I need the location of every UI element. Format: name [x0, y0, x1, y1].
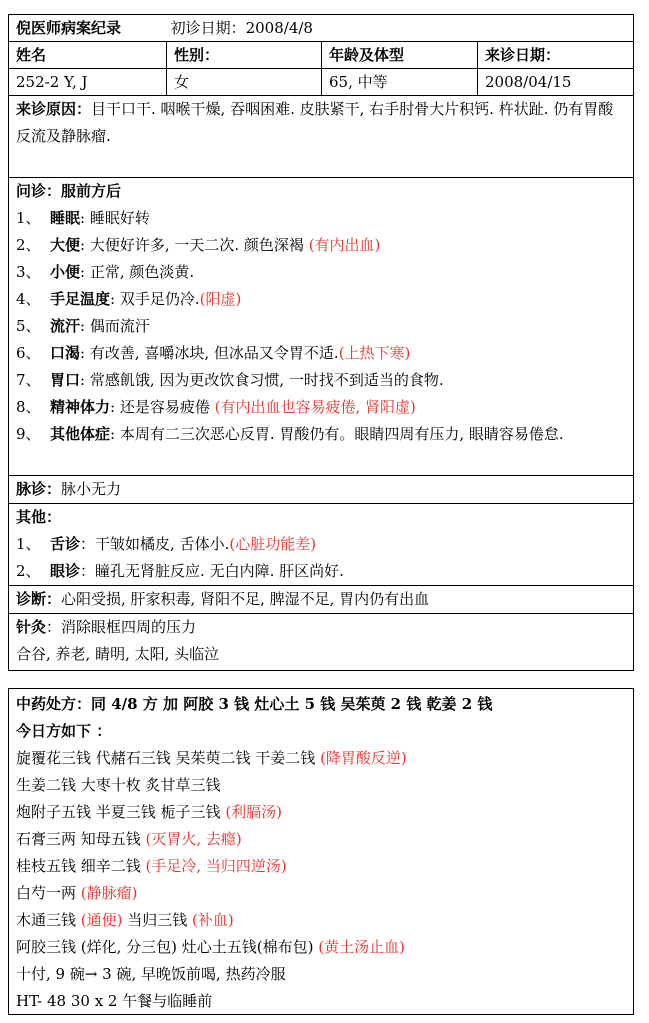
inquiry-item: 7、 胃口: 常感飢饿, 因为更改饮食习惯, 一时找不到适当的食物. — [16, 371, 444, 389]
inquiry-item: 9、 其他体症: 本周有二三次恶心反胃. 胃酸仍有。眼睛四周有压力, 眼睛容易倦怠. — [16, 425, 564, 443]
inquiry-item: 6、 口渴: 有改善, 喜嚼冰块, 但冰品又令胃不适.(上热下寒) — [16, 344, 411, 362]
prescription-line: HT- 48 30 x 2 午餐与临睡前 — [16, 992, 213, 1010]
record-box — [8, 14, 634, 671]
inquiry-title: 问诊：服前方后 — [16, 182, 122, 200]
reason-label: 来诊原因： — [16, 100, 92, 118]
info-value-row — [9, 69, 633, 96]
first-visit-label: 初诊日期： — [170, 19, 246, 37]
prescription-line: 桂枝五钱 细辛二钱 (手足冷, 当归四逆汤) — [16, 857, 287, 875]
diagnosis-row — [9, 586, 633, 614]
pulse-row — [9, 476, 633, 504]
sex-value: 女 — [167, 69, 322, 95]
acupuncture-points: 合谷, 养老, 睛明, 太阳, 头临泣 — [16, 645, 220, 663]
acupuncture-section: 针灸：消除眼框四周的压力 合谷, 养老, 睛明, 太阳, 头临泣 — [9, 614, 633, 670]
diagnosis-label: 诊断： — [16, 590, 62, 608]
other-item: 1、 舌诊：干皱如橘皮, 舌体小.(心脏功能差) — [16, 535, 317, 553]
other-item: 2、 眼诊：瞳孔无肾脏反应. 无白内障. 肝区尚好. — [16, 562, 344, 580]
age-label: 年龄及体型 — [322, 42, 478, 68]
first-visit-date: 2008/4/8 — [245, 19, 313, 37]
inquiry-item: 8、 精神体力: 还是容易疲倦 (有内出血也容易疲倦, 肾阳虚) — [16, 398, 416, 416]
header-row — [9, 15, 633, 42]
visit-date-label: 来诊日期： — [485, 46, 561, 64]
inquiry-item: 3、 小便: 正常, 颜色淡黄. — [16, 263, 195, 281]
inquiry-section — [9, 178, 633, 476]
inquiry-item: 1、 睡眠: 睡眠好转 — [16, 209, 150, 227]
name-label: 姓名 — [9, 42, 167, 68]
prescription-line: 生姜二钱 大枣十枚 炙甘草三钱 — [16, 776, 221, 794]
acupuncture-label: 针灸 — [16, 618, 47, 636]
prescription-title: 中药处方：同 4/8 方 加 阿胶 3 钱 灶心土 5 钱 吴茱萸 2 钱 乾姜 2 钱 — [16, 695, 493, 713]
visit-date-value: 2008/04/15 — [485, 73, 572, 91]
other-title: 其他： — [16, 508, 62, 526]
inquiry-item: 2、 大便: 大便好许多, 一天二次. 颜色深褐 (有内出血) — [16, 236, 381, 254]
prescription-line: 十付, 9 碗→ 3 碗, 早晚饭前喝, 热药冷服 — [16, 965, 286, 983]
pulse-label: 脉诊： — [16, 480, 62, 498]
prescription-line: 旋覆花三钱 代赭石三钱 吴茱萸二钱 干姜二钱 (降胃酸反逆) — [16, 749, 407, 767]
diagnosis-text: 心阳受损, 肝家积毒, 肾阳不足, 脾湿不足, 胃内仍有出血 — [61, 590, 430, 608]
other-section — [9, 504, 633, 586]
name-value: 252-2 Y, J — [9, 69, 167, 95]
prescription-line: 石膏三两 知母五钱 (灭胃火, 去瘾) — [16, 830, 242, 848]
prescription-subtitle: 今日方如下 ： — [16, 722, 112, 740]
prescription-box — [8, 688, 634, 1015]
prescription-line: 炮附子五钱 半夏三钱 栀子三钱 (利膈汤) — [16, 803, 283, 821]
pulse-text: 脉小无力 — [61, 480, 122, 498]
age-value: 65, 中等 — [322, 69, 478, 95]
prescription-line: 木通三钱 (通便) 当归三钱 (补血) — [16, 911, 234, 929]
sex-label: 性别： — [167, 42, 322, 68]
prescription-line: 白芍一两 (静脉瘤) — [16, 884, 138, 902]
reason-row — [9, 96, 633, 178]
acupuncture-text: 消除眼框四周的压力 — [61, 618, 197, 636]
inquiry-item: 4、 手足温度: 双手足仍冷.(阳虚) — [16, 290, 242, 308]
reason-text: 目干口干. 咽喉干燥, 吞咽困难. 皮肤紧干, 右手肘骨大片积钙. 杵状趾. 仍有胃酸反流及静脉瘤. — [16, 100, 614, 145]
record-title: 倪医师病案纪录 — [16, 19, 122, 37]
prescription-line: 阿胶三钱 (烊化, 分三包) 灶心土五钱(棉布包) (黄土汤止血) — [16, 938, 405, 956]
inquiry-item: 5、 流汗: 偶而流汗 — [16, 317, 150, 335]
info-label-row — [9, 42, 633, 69]
